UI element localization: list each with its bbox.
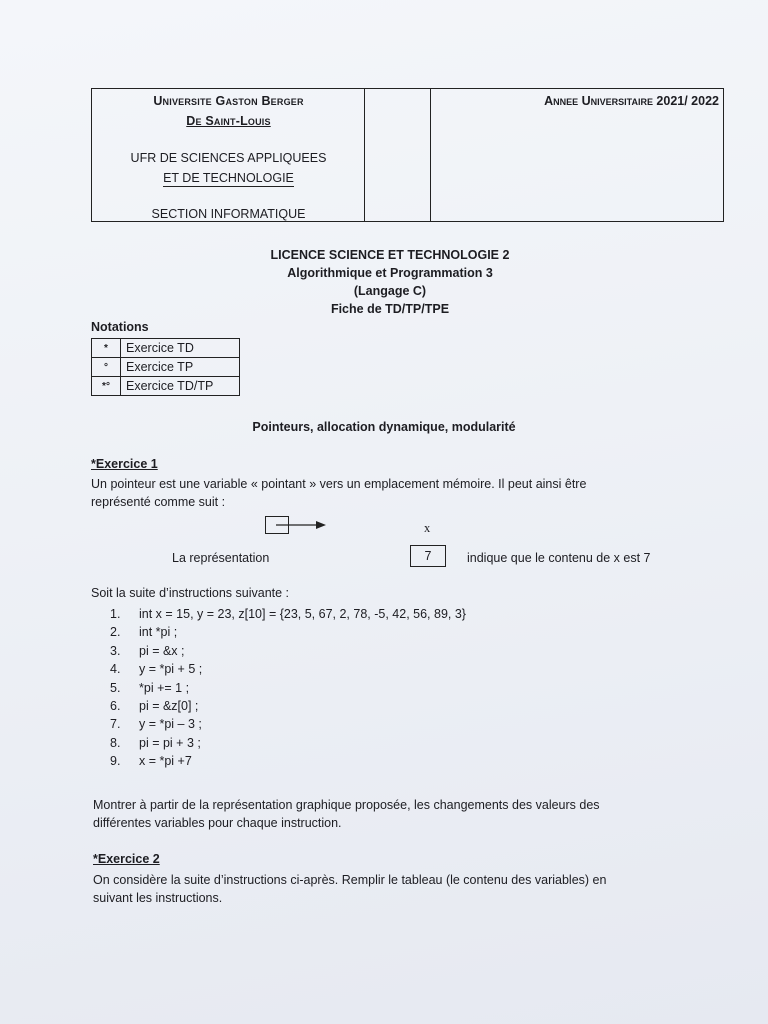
- exercise1-intro: Un pointeur est une variable « pointant » vers un emplacement mémoire. Il peut ainsi être: [91, 477, 587, 491]
- header-institution-cell: [92, 89, 365, 221]
- notations-table: [91, 338, 240, 396]
- notation-symbol: *°: [92, 377, 121, 396]
- instruction-item: 9. x = *pi +7: [110, 754, 192, 769]
- exercise2-title: *Exercice 2: [93, 852, 160, 866]
- representation-text: La représentation: [172, 551, 270, 565]
- header-year-cell: [431, 89, 723, 221]
- notation-symbol: *: [92, 339, 121, 358]
- ufr-name-cont: ET DE TECHNOLOGIE: [163, 171, 294, 185]
- instruction-list: [110, 605, 466, 771]
- section-name: SECTION INFORMATIQUE: [151, 207, 306, 221]
- instruction-item: 3. pi = &x ;: [110, 643, 185, 658]
- notation-row: [92, 339, 240, 358]
- header-table: [91, 88, 724, 222]
- university-city: De Saint-Louis: [186, 114, 271, 128]
- ufr-name: UFR DE SCIENCES APPLIQUEES: [130, 151, 327, 165]
- notation-row: [92, 377, 240, 396]
- instruction-item: 4. y = *pi + 5 ;: [110, 662, 203, 677]
- instruction-item: 2. int *pi ;: [110, 625, 178, 640]
- instruction-item: 8. pi = pi + 3 ;: [110, 735, 201, 750]
- exercise1-title: *Exercice 1: [91, 457, 158, 471]
- variable-label: x: [424, 521, 431, 535]
- value-box: 7: [410, 545, 446, 567]
- notation-symbol: °: [92, 358, 121, 377]
- university-name: Universite Gaston Berger: [153, 94, 304, 108]
- exercise2-text: On considère la suite d’instructions ci-après. Remplir le tableau (le contenu des variables) en suivant les instructions.: [93, 873, 607, 905]
- exercise1-question: Montrer à partir de la représentation graphique proposée, les changements des valeurs des différentes variables pour chaque instruction.: [93, 798, 600, 830]
- sheet-title: Fiche de TD/TP/TPE: [330, 302, 450, 316]
- notation-row: [92, 358, 240, 377]
- subject-heading: Pointeurs, allocation dynamique, modularité: [252, 420, 516, 434]
- notation-label: Exercice TD/TP: [121, 377, 240, 396]
- instruction-item: 1. int x = 15, y = 23, z[10] = {23, 5, 67, 2, 78, -5, 42, 56, 89, 3}: [110, 607, 466, 621]
- header-middle-cell: [365, 89, 431, 221]
- notation-label: Exercice TD: [121, 339, 240, 358]
- instruction-item: 7. y = *pi – 3 ;: [110, 717, 202, 732]
- exercise1-intro-cont: représenté comme suit :: [91, 495, 226, 509]
- representation-explanation: indique que le contenu de x est 7: [467, 551, 651, 565]
- pointer-arrow-icon: [276, 517, 328, 533]
- program-title: LICENCE SCIENCE ET TECHNOLOGIE 2: [270, 248, 510, 262]
- notation-label: Exercice TP: [121, 358, 240, 377]
- course-title: Algorithmique et Programmation 3: [287, 266, 493, 280]
- instruction-item: 5. *pi += 1 ;: [110, 680, 190, 695]
- notations-heading: Notations: [91, 320, 149, 334]
- instruction-item: 6. pi = &z[0] ;: [110, 698, 199, 713]
- course-title-block: [200, 246, 580, 318]
- language-title: (Langage C): [353, 284, 427, 298]
- academic-year: Annee Universitaire 2021/ 2022: [544, 94, 719, 108]
- instructions-intro: Soit la suite d’instructions suivante :: [91, 586, 290, 600]
